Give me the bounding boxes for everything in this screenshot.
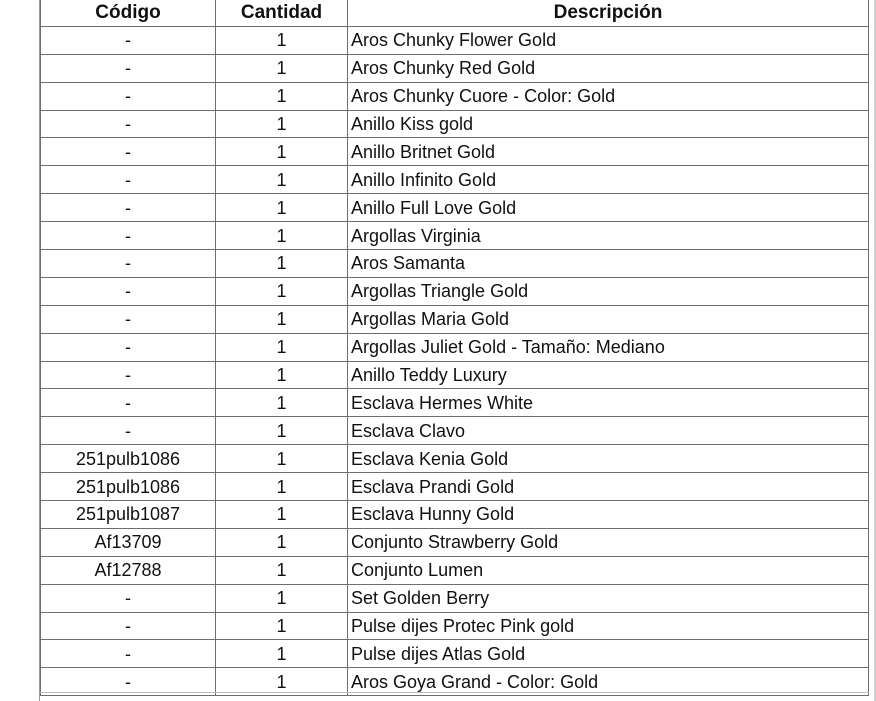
table-row (41, 640, 869, 668)
cell-code: Af12788 (41, 556, 216, 584)
cell-quantity: 1 (216, 640, 348, 668)
cell-description: Conjunto Lumen (348, 556, 869, 584)
cell-quantity: 1 (216, 361, 348, 389)
cell-description: Pulse dijes Atlas Gold (348, 640, 869, 668)
cell-description: Aros Chunky Cuore - Color: Gold (348, 82, 869, 110)
cell-quantity: 1 (216, 445, 348, 473)
cell-code: - (41, 26, 216, 54)
cell-quantity: 1 (216, 389, 348, 417)
cell-code: Af13709 (41, 528, 216, 556)
cell-description: Argollas Juliet Gold - Tamaño: Mediano (348, 333, 869, 361)
cell-quantity: 1 (216, 501, 348, 529)
cell-quantity: 1 (216, 82, 348, 110)
cell-description: Aros Goya Grand - Color: Gold (348, 668, 869, 696)
cell-description: Pulse dijes Protec Pink gold (348, 612, 869, 640)
cell-quantity: 1 (216, 194, 348, 222)
cell-quantity: 1 (216, 473, 348, 501)
cell-quantity: 1 (216, 166, 348, 194)
table-row (41, 110, 869, 138)
table-row (41, 305, 869, 333)
cell-code: 251pulb1087 (41, 501, 216, 529)
table-row (41, 82, 869, 110)
cell-code: - (41, 222, 216, 250)
cell-description: Conjunto Strawberry Gold (348, 528, 869, 556)
cell-quantity: 1 (216, 333, 348, 361)
cell-description: Argollas Maria Gold (348, 305, 869, 333)
cell-quantity: 1 (216, 250, 348, 278)
cell-code: - (41, 166, 216, 194)
table-row (41, 26, 869, 54)
cell-quantity: 1 (216, 305, 348, 333)
table-row (41, 417, 869, 445)
cell-quantity: 1 (216, 26, 348, 54)
cell-code: - (41, 82, 216, 110)
cell-quantity: 1 (216, 668, 348, 696)
cell-code: - (41, 54, 216, 82)
table-row (41, 556, 869, 584)
cell-quantity: 1 (216, 138, 348, 166)
cell-description: Aros Chunky Flower Gold (348, 26, 869, 54)
table-row (41, 584, 869, 612)
cell-code: - (41, 250, 216, 278)
cell-code: - (41, 361, 216, 389)
cell-code: - (41, 305, 216, 333)
cell-code: - (41, 612, 216, 640)
cell-code: - (41, 333, 216, 361)
cell-code: - (41, 110, 216, 138)
cell-code: - (41, 584, 216, 612)
table-body (41, 26, 869, 695)
cell-code: 251pulb1086 (41, 473, 216, 501)
cell-description: Esclava Hermes White (348, 389, 869, 417)
cell-description: Anillo Kiss gold (348, 110, 869, 138)
cell-description: Aros Chunky Red Gold (348, 54, 869, 82)
table-row (41, 501, 869, 529)
cell-quantity: 1 (216, 612, 348, 640)
cell-quantity: 1 (216, 222, 348, 250)
cell-description: Anillo Britnet Gold (348, 138, 869, 166)
cell-quantity: 1 (216, 417, 348, 445)
cell-description: Anillo Teddy Luxury (348, 361, 869, 389)
cell-description: Argollas Virginia (348, 222, 869, 250)
cell-quantity: 1 (216, 54, 348, 82)
cell-code: - (41, 640, 216, 668)
table-row (41, 612, 869, 640)
table-row (41, 528, 869, 556)
table-row (41, 277, 869, 305)
cell-code: - (41, 194, 216, 222)
cell-description: Set Golden Berry (348, 584, 869, 612)
table-row (41, 194, 869, 222)
table-row (41, 222, 869, 250)
table-row (41, 54, 869, 82)
cell-quantity: 1 (216, 528, 348, 556)
cell-description: Anillo Infinito Gold (348, 166, 869, 194)
cell-quantity: 1 (216, 556, 348, 584)
cell-code: - (41, 417, 216, 445)
cell-description: Esclava Kenia Gold (348, 445, 869, 473)
cell-code: - (41, 668, 216, 696)
table-row (41, 473, 869, 501)
table-header-row (41, 0, 869, 26)
header-description: Descripción (348, 0, 869, 26)
cell-description: Esclava Clavo (348, 417, 869, 445)
cell-code: 251pulb1086 (41, 445, 216, 473)
table-row (41, 333, 869, 361)
cell-quantity: 1 (216, 584, 348, 612)
cell-code: - (41, 277, 216, 305)
header-code: Código (41, 0, 216, 26)
cell-description: Aros Samanta (348, 250, 869, 278)
table-row (41, 166, 869, 194)
table-row (41, 361, 869, 389)
cell-quantity: 1 (216, 277, 348, 305)
cell-description: Esclava Prandi Gold (348, 473, 869, 501)
header-quantity: Cantidad (216, 0, 348, 26)
table-row (41, 250, 869, 278)
cell-description: Esclava Hunny Gold (348, 501, 869, 529)
bottom-border-line (40, 692, 869, 693)
items-table (40, 0, 869, 696)
table-row (41, 138, 869, 166)
cell-code: - (41, 389, 216, 417)
table-row (41, 389, 869, 417)
cell-quantity: 1 (216, 110, 348, 138)
cell-description: Anillo Full Love Gold (348, 194, 869, 222)
cell-description: Argollas Triangle Gold (348, 277, 869, 305)
cell-code: - (41, 138, 216, 166)
table-row (41, 445, 869, 473)
